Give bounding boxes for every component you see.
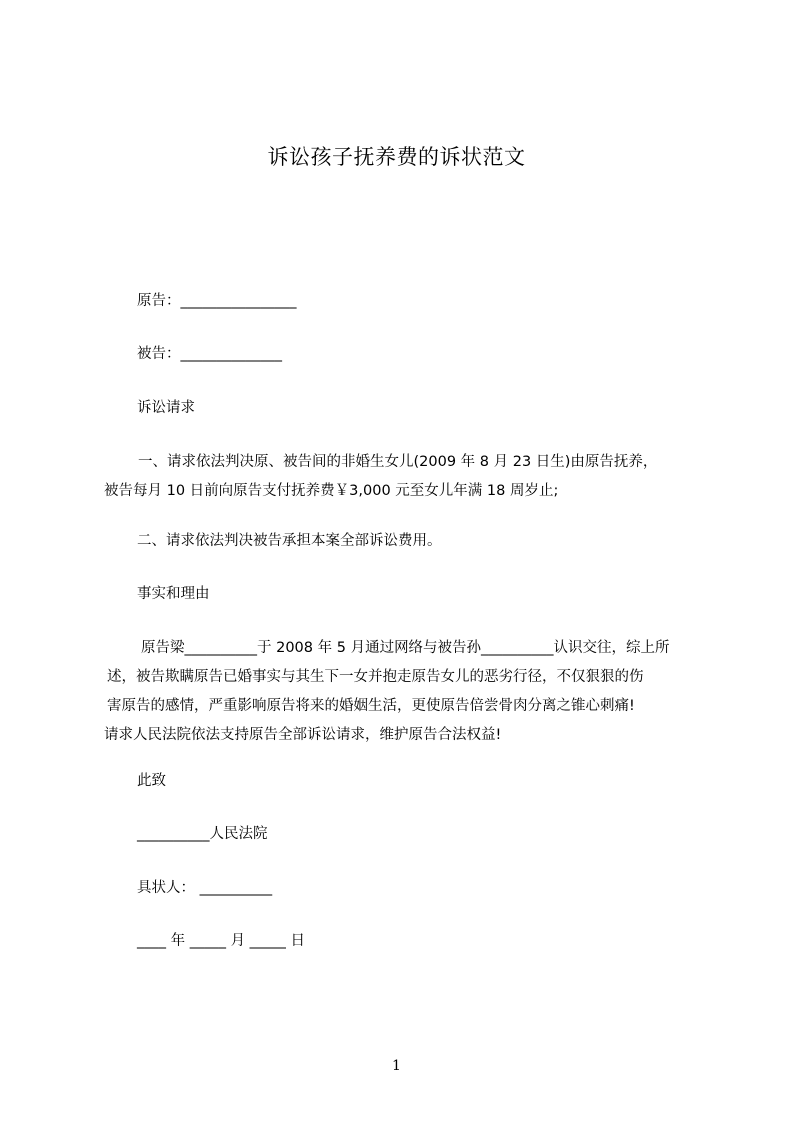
- document-title: 诉讼孩子抚养费的诉状范文: [267, 145, 526, 169]
- claims-heading: 诉讼请求: [137, 400, 195, 416]
- court-line: __________人民法院: [137, 826, 268, 842]
- claim-one-line-2: 被告每月 10 日前向原告支付抚养费￥3,000 元至女儿年满 18 周岁止;: [104, 483, 559, 499]
- facts-line-4: 请求人民法院依法支持原告全部诉讼请求，维护原告合法权益!: [104, 727, 502, 743]
- facts-heading: 事实和理由: [137, 586, 210, 602]
- closing-to: 此致: [137, 773, 166, 789]
- claim-one-paragraph: [104, 448, 704, 506]
- facts-line-2: 述，被告欺瞒原告已婚事实与其生下一女并抱走原告女儿的恶劣行径，不仅狠狠的伤: [107, 669, 644, 685]
- signer-line: 具状人： __________: [137, 880, 273, 896]
- facts-paragraph: [104, 634, 704, 750]
- date-line: ____ 年 _____ 月 _____ 日: [137, 933, 306, 949]
- defendant-line: 被告：______________: [137, 346, 282, 362]
- facts-line-1: 原告梁__________于 2008 年 5 月通过网络与被告孙__________认识交往，综上所: [141, 640, 670, 656]
- claim-two-line: 二、请求依法判决被告承担本案全部诉讼费用。: [137, 533, 442, 549]
- plaintiff-line: 原告：________________: [137, 293, 297, 309]
- facts-line-3: 害原告的感情，严重影响原告将来的婚姻生活，更使原告倍尝骨肉分离之锥心刺痛!: [107, 698, 635, 714]
- page-number: 1: [392, 1058, 401, 1074]
- claim-one-line-1: 一、请求依法判决原、被告间的非婚生女儿(2009 年 8 月 23 日生)由原告抚养，: [138, 454, 658, 470]
